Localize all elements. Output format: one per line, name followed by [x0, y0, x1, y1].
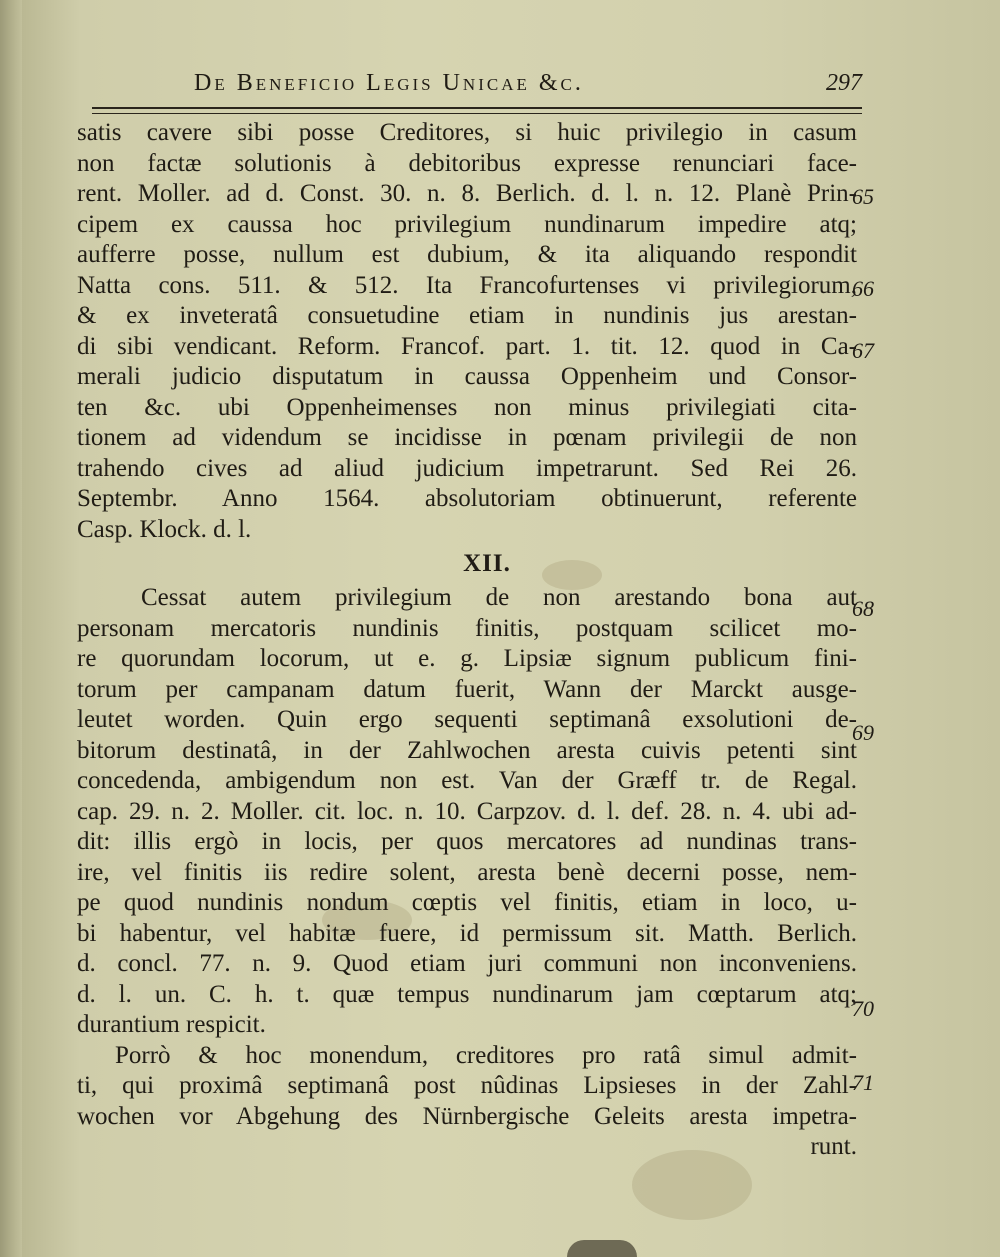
text-line: durantium respicit. — [77, 1011, 266, 1038]
paragraph — [77, 583, 857, 1041]
running-head: De Beneficio Legis Unicae &c. — [194, 70, 584, 96]
text-line: trahendo cives ad aliud judicium impetrarunt. Sed Rei 26. — [77, 454, 857, 482]
text-line: ti, qui proximâ septimanâ post nûdinas Lipsieses in der Zahl- — [77, 1072, 857, 1099]
header-rule — [92, 107, 862, 114]
text-line: & ex inveteratâ consuetudine etiam in nundinis jus arestan- — [77, 302, 857, 329]
paragraph — [77, 118, 857, 545]
binding-edge — [0, 0, 22, 1257]
ink-blot — [567, 1240, 637, 1257]
text-line: Casp. Klock. d. l. — [77, 515, 252, 543]
text-line: bi habentur, vel habitæ fuere, id permissum sit. Matth. Berlich. — [77, 919, 857, 947]
text-line: d. l. un. C. h. t. quæ tempus nundinarum jam cœptarum atq; — [77, 980, 857, 1008]
margin-number: 67 — [852, 338, 874, 363]
text-line: torum per campanam datum fuerit, Wann der Marckt ausge- — [77, 675, 857, 703]
margin-number: 66 — [852, 276, 874, 301]
text-line: Porrò & hoc monendum, creditores pro ratâ simul admit- — [115, 1041, 857, 1069]
margin-number: 65 — [852, 184, 874, 209]
book-page — [22, 0, 1000, 1257]
text-line: Septembr. Anno 1564. absolutoriam obtinuerunt, referente — [77, 485, 857, 512]
text-line: runt. — [810, 1133, 857, 1160]
text-line: Natta cons. 511. & 512. Ita Francofurtenses vi privilegiorum, — [77, 271, 857, 299]
text-line: d. concl. 77. n. 9. Quod etiam juri communi non inconveniens. — [77, 950, 857, 977]
text-line: tionem ad videndum se incidisse in pœnam privilegii de non — [77, 424, 857, 451]
text-line: ten &c. ubi Oppenheimenses non minus privilegiati cita- — [77, 393, 857, 421]
text-line: personam mercatoris nundinis finitis, postquam scilicet mo- — [77, 614, 857, 642]
text-line: re quorundam locorum, ut e. g. Lipsiæ signum publicum fini- — [77, 645, 857, 672]
text-line: cipem ex caussa hoc privilegium nundinarum impedire atq; — [77, 210, 857, 238]
page-header — [172, 70, 862, 106]
margin-number: 68 — [852, 596, 874, 621]
text-line: satis cavere sibi posse Creditores, si huic privilegio in casum — [77, 119, 857, 146]
text-line: bitorum destinatâ, in der Zahlwochen aresta cuivis petenti sint — [77, 736, 857, 764]
text-line: wochen vor Abgehung des Nürnbergische Geleits aresta impetra- — [77, 1102, 857, 1130]
text-line: concedenda, ambigendum non est. Van der Græff tr. de Regal. — [77, 767, 857, 794]
text-line: ire, vel finitis iis redire solent, aresta benè decerni posse, nem- — [77, 858, 857, 886]
text-line: cap. 29. n. 2. Moller. cit. loc. n. 10. Carpzov. d. l. def. 28. n. 4. ubi ad- — [77, 797, 857, 825]
text-line: leutet worden. Quin ergo sequenti septimanâ exsolutioni de- — [77, 706, 857, 733]
text-line: non factæ solutionis à debitoribus expresse renunciari face- — [77, 149, 857, 177]
body-text — [77, 118, 857, 1163]
margin-number: 70 — [852, 996, 874, 1021]
margin-numbers — [852, 0, 912, 1257]
paragraph — [77, 1041, 857, 1163]
section-number: XII. — [463, 550, 511, 577]
margin-number: 71 — [852, 1070, 874, 1095]
page-number: 297 — [826, 70, 862, 96]
margin-number: 69 — [852, 720, 874, 745]
text-line: pe quod nundinis nondum cœptis vel finitis, etiam in loco, u- — [77, 889, 857, 916]
text-line: Cessat autem privilegium de non arestando bona aut — [141, 584, 857, 611]
text-line: rent. Moller. ad d. Const. 30. n. 8. Berlich. d. l. n. 12. Planè Prin- — [77, 180, 857, 207]
text-line: aufferre posse, nullum est dubium, & ita aliquando respondit — [77, 241, 857, 268]
text-line: di sibi vendicant. Reform. Francof. part. 1. tit. 12. quod in Ca- — [77, 332, 857, 360]
text-line: merali judicio disputatum in caussa Oppenheim und Consor- — [77, 363, 857, 390]
text-line: dit: illis ergò in locis, per quos mercatores ad nundinas trans- — [77, 828, 857, 855]
